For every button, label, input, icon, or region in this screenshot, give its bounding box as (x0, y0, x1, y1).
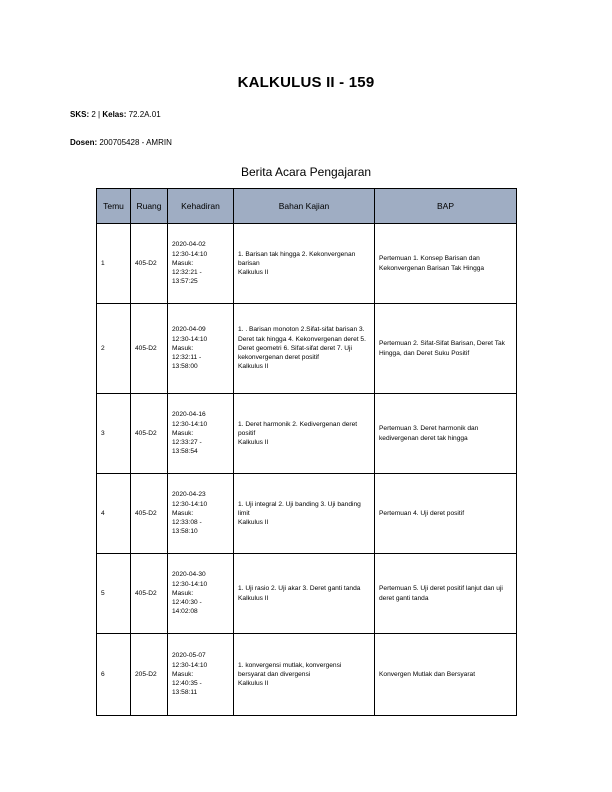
kehadiran-line: 2020-04-23 (172, 491, 206, 499)
bahan-kajian-line: 1. konvergensi mutlak, konvergensi bersyarat dan divergensi (238, 661, 342, 678)
kehadiran-line: 12:30-14:10 (172, 661, 208, 669)
cell-temu: 4 (97, 474, 131, 554)
cell-kehadiran (168, 554, 234, 634)
cell-kehadiran (168, 474, 234, 554)
lecturer-line (70, 138, 172, 147)
kehadiran-line: 12:40:35 - (172, 680, 202, 688)
kehadiran-line: Masuk: (172, 670, 194, 678)
kehadiran-line: 2020-04-30 (172, 571, 206, 579)
kehadiran-line: 2020-04-16 (172, 411, 206, 419)
bahan-kajian-line: Kalkulus II (238, 594, 269, 602)
kehadiran-line: 12:33:27 - (172, 439, 202, 447)
cell-bap: Konvergen Mutlak dan Bersyarat (375, 634, 517, 716)
cell-kehadiran (168, 634, 234, 716)
cell-bahan-kajian (234, 224, 375, 304)
bahan-kajian-line: 1. . Barisan monoton 2.Sifat-sifat barisan 3. Deret tak hingga 4. Kekonvergenan deret 5. Deret geometri 6. Sifat-sifat deret 7. Uji kekonvergenan deret positif (238, 326, 366, 362)
kehadiran-line: Masuk: (172, 259, 194, 267)
cell-ruang: 405-D2 (131, 554, 168, 634)
table-row (97, 304, 517, 394)
sks-value: 2 (91, 110, 96, 119)
kehadiran-line: 12:30-14:10 (172, 420, 208, 428)
cell-bahan-kajian (234, 634, 375, 716)
cell-bap: Pertemuan 4. Uji deret positif (375, 474, 517, 554)
bahan-kajian-line: 1. Uji integral 2. Uji banding 3. Uji banding limit (238, 500, 361, 517)
cell-kehadiran (168, 394, 234, 474)
cell-temu: 2 (97, 304, 131, 394)
cell-ruang: 405-D2 (131, 224, 168, 304)
kehadiran-line: 12:30-14:10 (172, 250, 208, 258)
kelas-value: 72.2A.01 (128, 110, 161, 119)
cell-bahan-kajian (234, 304, 375, 394)
table-row (97, 554, 517, 634)
kehadiran-line: Masuk: (172, 429, 194, 437)
kehadiran-line: 13:58:10 (172, 528, 198, 536)
table-body (97, 224, 517, 716)
course-meta-line (70, 110, 161, 119)
bahan-kajian-line: Kalkulus II (238, 519, 269, 527)
bahan-kajian-line: 1. Deret harmonik 2. Kedivergenan deret positif (238, 420, 358, 437)
kelas-label: Kelas: (102, 110, 127, 119)
kehadiran-line: Masuk: (172, 509, 194, 517)
kehadiran-line: 2020-05-07 (172, 652, 206, 660)
kehadiran-line: Masuk: (172, 589, 194, 597)
bahan-kajian-line: 1. Barisan tak hingga 2. Kekonvergenan barisan (238, 250, 356, 267)
bahan-kajian-line: Kalkulus II (238, 439, 269, 447)
table-row (97, 474, 517, 554)
cell-ruang: 405-D2 (131, 394, 168, 474)
kehadiran-line: 13:57:25 (172, 278, 198, 286)
kehadiran-line: 13:58:00 (172, 363, 198, 371)
cell-temu: 1 (97, 224, 131, 304)
cell-bahan-kajian (234, 474, 375, 554)
cell-bahan-kajian (234, 394, 375, 474)
teaching-record-table (96, 188, 517, 716)
kehadiran-line: 12:30-14:10 (172, 580, 208, 588)
bahan-kajian-line: Kalkulus II (238, 269, 269, 277)
dosen-label: Dosen: (70, 138, 98, 147)
dosen-value: 200705428 - AMRIN (99, 138, 172, 147)
cell-ruang: 405-D2 (131, 474, 168, 554)
cell-temu: 3 (97, 394, 131, 474)
cell-kehadiran (168, 224, 234, 304)
table-row (97, 224, 517, 304)
cell-bap: Pertemuan 3. Deret harmonik dan kedivergenan deret tak hingga (375, 394, 517, 474)
kehadiran-line: 12:32:21 - (172, 269, 202, 277)
kehadiran-line: 13:58:11 (172, 689, 198, 697)
meta-separator: | (98, 110, 101, 119)
kehadiran-line: 2020-04-02 (172, 241, 206, 249)
kehadiran-line: 2020-04-09 (172, 326, 206, 334)
table-header-row (97, 189, 517, 224)
header-bahan-kajian: Bahan Kajian (234, 189, 375, 224)
cell-bap: Pertemuan 1. Konsep Barisan dan Kekonvergenan Barisan Tak Hingga (375, 224, 517, 304)
kehadiran-line: 12:40:30 - (172, 599, 202, 607)
cell-bahan-kajian (234, 554, 375, 634)
sks-label: SKS: (70, 110, 90, 119)
kehadiran-line: Masuk: (172, 344, 194, 352)
cell-bap: Pertemuan 5. Uji deret positif lanjut dan uji deret ganti tanda (375, 554, 517, 634)
header-temu: Temu (97, 189, 131, 224)
kehadiran-line: 12:30-14:10 (172, 500, 208, 508)
header-bap: BAP (375, 189, 517, 224)
kehadiran-line: 12:32:11 - (172, 354, 202, 362)
course-title: KALKULUS II - 159 (237, 74, 375, 91)
cell-bap: Pertemuan 2. Sifat-Sifat Barisan, Deret Tak Hingga, dan Deret Suku Positif (375, 304, 517, 394)
kehadiran-line: 13:58:54 (172, 448, 198, 456)
bahan-kajian-line: 1. Uji rasio 2. Uji akar 3. Deret ganti tanda (238, 585, 361, 593)
cell-ruang: 205-D2 (131, 634, 168, 716)
kehadiran-line: 12:30-14:10 (172, 335, 208, 343)
bahan-kajian-line: Kalkulus II (238, 363, 269, 371)
table-row (97, 394, 517, 474)
header-ruang: Ruang (131, 189, 168, 224)
cell-ruang: 405-D2 (131, 304, 168, 394)
cell-temu: 5 (97, 554, 131, 634)
cell-temu: 6 (97, 634, 131, 716)
kehadiran-line: 12:33:08 - (172, 519, 202, 527)
kehadiran-line: 14:02:08 (172, 608, 198, 616)
cell-kehadiran (168, 304, 234, 394)
table-title: Berita Acara Pengajaran (240, 165, 372, 179)
table-row (97, 634, 517, 716)
bahan-kajian-line: Kalkulus II (238, 680, 269, 688)
header-kehadiran: Kehadiran (168, 189, 234, 224)
